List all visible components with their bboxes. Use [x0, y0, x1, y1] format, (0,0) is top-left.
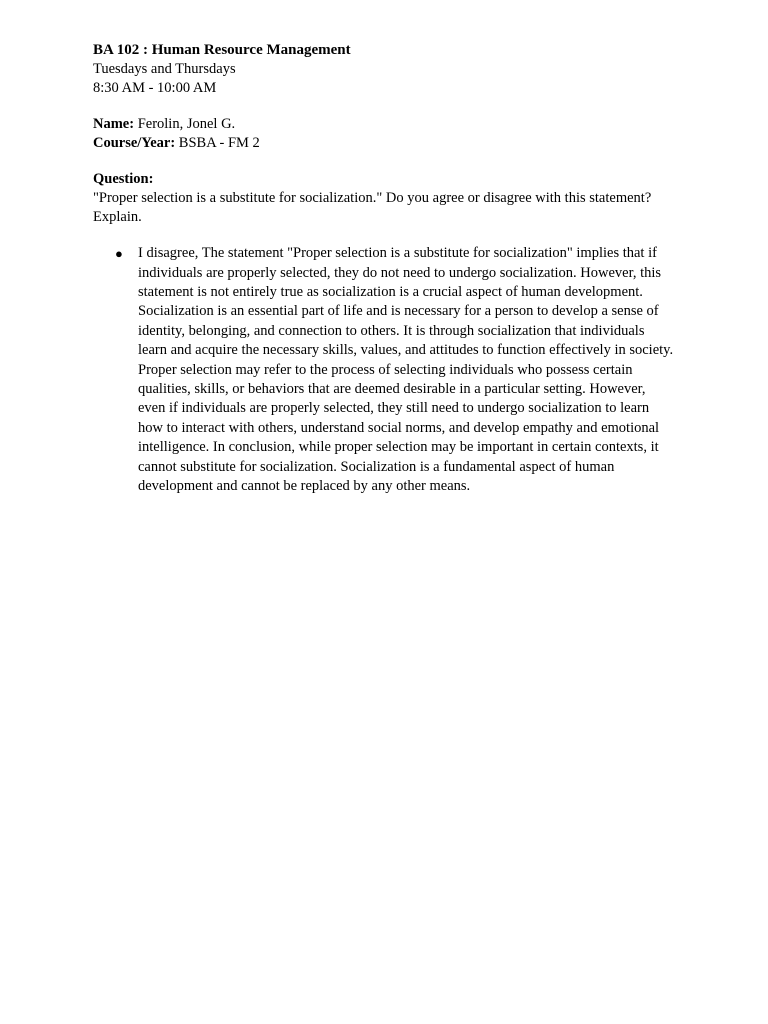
course-year-line — [93, 134, 683, 153]
schedule-days: Tuesdays and Thursdays — [93, 61, 236, 77]
question-text: "Proper selection is a substitute for socialization." Do you agree or disagree with this statement? Explain. — [93, 189, 652, 225]
name-value: Ferolin, Jonel G. — [134, 116, 236, 133]
spacer — [93, 152, 683, 170]
document-page — [93, 40, 683, 496]
list-item — [93, 244, 674, 496]
answer-text: I disagree, The statement "Proper selection is a substitute for socialization" implies that if individuals are properly selected, they do not need to undergo socialization. However, this statement is not entirely true as socialization is a crucial aspect of human development. Socialization is an essential part of life and is necessary for a person to develop a sense of identity, belonging, and connection to others. It is through socialization that individuals learn and acquire the necessary skills, values, and attitudes to function effectively in society. Proper selection may refer to the process of selecting individuals who possess certain qualities, skills, or behaviors that are deemed desirable in a particular setting. However, even if individuals are properly selected, they still need to undergo socialization to learn how to interact with others, understand social norms, and develop empathy and emotional intelligence. In conclusion, while proper selection may be important in certain contexts, it cannot substitute for socialization. Socialization is a fundamental aspect of human development and cannot be replaced by any other means. — [138, 245, 674, 495]
student-name-line — [93, 115, 683, 134]
bullet-icon: ● — [115, 246, 123, 262]
course-title: BA 102 : Human Resource Management — [93, 42, 351, 58]
spacer — [93, 97, 683, 115]
name-label: Name: — [93, 116, 135, 133]
course-year-label: Course/Year: — [93, 134, 176, 151]
question-label: Question: — [93, 171, 154, 188]
course-year-value: BSBA - FM 2 — [175, 134, 260, 151]
answer-list — [93, 244, 683, 496]
schedule-time: 8:30 AM - 10:00 AM — [93, 79, 217, 96]
